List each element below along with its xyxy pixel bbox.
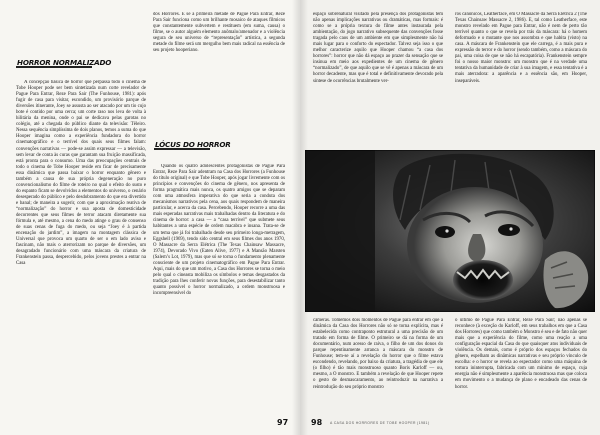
right-top-column-1 <box>313 12 443 140</box>
middle-column-bottom-text <box>153 164 285 412</box>
right-bottom-column-1 <box>313 318 443 412</box>
middle-column-bottom-paragraph: Quando os quatro adolescentes protagonistas de Pague Para Entrar, Reze Para Sair adentram na Casa dos Horrores (a Funhouse do título original) e que Tobe Hooper, após jogar livremente com os princípios e convenções do cinema de gênero, nos apresenta de forma pragmática mais nunca, os quatro amigos que se deparam com uma atmosfera imperativa do que seria a conduta dos mecanismos narrativos pela cena, aos quais respondem de maneira particular, e acerca da casa. Percebendo, Hooper recorre a uma das mais esperadas narrativas mais trabalhadas dentro da literatura e do cinema de horror: a casa — a “casa terrível” que submete seus habitantes a uma espécie de ordem macabra e insana. Trata-se de um tema que já foi trabalhado desde seu primeiro longa-metragem, Eggshell (1969), tendo sido central em seus filmes dos anos 1970, O Massacre da Serra Elétrica (The Texas Chainsaw Massacre, 1974), Devorado Vivo (Eaten Alive, 1977) e A Mansão Marsten (Salem’s Lot, 1979), mas que só se torna o fundamento plenamente consciente de um projeto cinematográfico em Pague Para Entrar. Aqui, mais do que um motivo, a Casa dos Horrores se torna o meio pelo qual o cineasta mobiliza os símbolos e temas desgastados da tradição para lhes conferir novas funções, para desestabilizar tanto quanto possível o horror normalizado, a ordem monstruosa e incompreensível do <box>153 164 285 296</box>
right-top-column-2-paragraph: ros canônicos, Leatherface, em O Massacre da Serra Elétrica 2 (The Texas Chainsaw Massacre 2, 1986). E, tal como Leatherface, este monstro revelado em Pague para Entrar, não é nem de perto tão terrível quanto o que se revela por trás da máscara: há o homem deformado e o mutante que nos assombra e que habita (visto) na casa. A máscara de Frankenstein que ele carrega, é a mais pura e expressão do terror e do horror (sendo também, como a máscara do pai, uma coisa de que se não há escapatória). Frankenstein sempre foi o nosso maior monstro: um monstro que é na verdade uma tentativa da humanidade de criar à sua imagem, e essa tentativa é a mais aterradora: a aparência e a essência são, em Hooper, inseparáveis. <box>455 12 587 84</box>
creature-face-image <box>305 150 595 312</box>
right-bottom-column-1-paragraph: câmeras. Tomemos dois momentos de Pague para entrar em que a dinâmica da Casa dos Horrores não só se torna explícita, mas é estabelecida como contraponto estrutural a uma precisão de um tratado em forma de filme. O primeiro se dá na forma de um documentário, num acesso de raiva, o filho de um dos donos do parque repentinamente arranca a máscara do monstro de Funhouse; tem-se aí a revelação do horror que o filme estava escondendo, revelando, por baixo da criatura, a tragédia de que ele (o filho) é tão mais monstruoso quanto Boris Karloff — ou, mesmo, a O monstro. E também a revelação de que Hooper repete o gesto de desmascaramento, ao reintroduzir na narrativa a reintrodução do seu próprio monstro <box>313 318 443 390</box>
middle-column-top-text <box>153 12 285 128</box>
right-top-column-1-paragraph: espaço sobrenatural visitado pela presença dos protagonistas tem não apenas implicações narrativas ou dramáticas, mas formais: é como se a própria textura do filme antes instaurada pela ambientação, do jogo narrativo subsequente das convenções fosse tragada pelo caos de um ambiente em que simplesmente não há mais lugar para o conforto do espectador. Talvez seja isso o que melhor caracterize aquilo que Hooper chamou “a casa dos horrores”: horror que não dá espaço ao prazer da sensação que se insinua em meio aos expedientes de um cinema de gênero “normalizado”, de que aquilo que se vê é apenas a máscara de um horror decadente, mas que é total e definitivamente devorado pela síntese de ocorrências brutalmente ver- <box>313 12 443 84</box>
section-title-horror-normalizado: HORROR NORMALIZADO <box>17 58 112 67</box>
right-bottom-column-2-paragraph: o último de Pague Para Entrar, Reze Para Sair; não apenas se reconhece (à exceção do Karloff, em seus trabalhos em que a Casa dos Horrores) que como também o Monstro é seu e de fato não quer mais que a experiência do filme, como uma reação a uma configuração espacial da Casa do que quaisquer atos individuais de violência. Os demais, como é próprio dos espaços fechados do gênero, espelham as dinâmicas narrativas e seu próprio vínculo de escolha: e o horror se revela ao espectador como uma máquina de tortura ininterrupta, fabricada com um mínimo de espaço, cuja energia não é simplesmente a aparência monstruosa mas que coloca em movimento o a mudança de plano e encadeado das cenas de horror. <box>455 318 587 390</box>
running-footer: A CASA DOS HORRORES DE TOBE HOOPER (1981) <box>330 421 430 425</box>
left-page-number: 97 <box>277 418 289 427</box>
right-top-column-2 <box>455 12 587 140</box>
right-page-number: 98 <box>311 418 323 427</box>
right-bottom-column-2 <box>455 318 587 412</box>
left-column-paragraph: A concepção básica de horror que perpassa todo o cinema de Tobe Hooper pode ser bem sintetizada num corte revelador de Pague Para Entrar, Reze Para Sair (The Funhouse, 1981): após fugir de casa para visitar, escondido, um provisório parque de diversões itinerante, Joey se assusta ao ser atacado por um tio cujo bote é contido por uma cerca; um corte raso nos leva de volta à hilitária da menina, onde o pai se dedicava pelas garotas no colégio, até a chegada do público diante da televisão: Têleiro. Nessa sequência simplíssima de dois planos, temos a suma do que Hooper imagina como a experiência fundadora do horror cinematográfico e o terrível dos quais seus filmes falam: convenções narrativas — pode-se assim expressar — a televisão, sem levar de conta às curas que garantam sua fruição massificada, está pronta para o consumo. Uma das preocupações centrais de todo o cinema de Tobe Hooper reside em ficar de precisamente essa dinâmica que passa baixar o horror enquanto gênero e também a causa de sua própria degeneração no puro convencionalismo do filme de roteiro no qual o efeito do susto e do espanto ficam se devolvidos a elementos do universo, o cenário desesperado do público e pelo desdobramento do que era divertido e banal; de maneira a sugerir, com que a aproximação reativa de “normalização” do horror e sua aposta de domesticidade decorrentes que seus filmes de terror atacam diretamente sua fórmula e, até mesmo, a cena do medo atinge o grau de consenso de suas cenas de fuga do medo, ou seja “Joey é à partida encenação do jardim”, a imagem na montagem clássica de Universal que provoca um quarto de ser o em lado aviso e fascinam, não mais o aterrorizam no parque de diversões, um desagradado funcionário com uma máscara da criatura de Frankenstein passa, despercebido, pelos jovens prestes a entrar na Casa <box>16 80 146 267</box>
film-still-photo <box>305 150 595 312</box>
left-column-text <box>16 80 146 410</box>
section-title-locus-do-horror: LÓCUS DO HORROR <box>155 140 231 149</box>
middle-column-top-paragraph: dos Horrores. É se a primeira metade de Pague Para Entrar, Reze Para Sair funciona como um brilhante mosaico de ataques fílmicos que constantemente subvertem e restituem (em suma, causa) o filme, se o autor alguém elemento anômalo/amenador e a violência segura de seu universo de “representação” artística, a segunda metade do filme será um mergulho bem mais radical na essência de seu projeto hooperiano. <box>153 12 285 54</box>
